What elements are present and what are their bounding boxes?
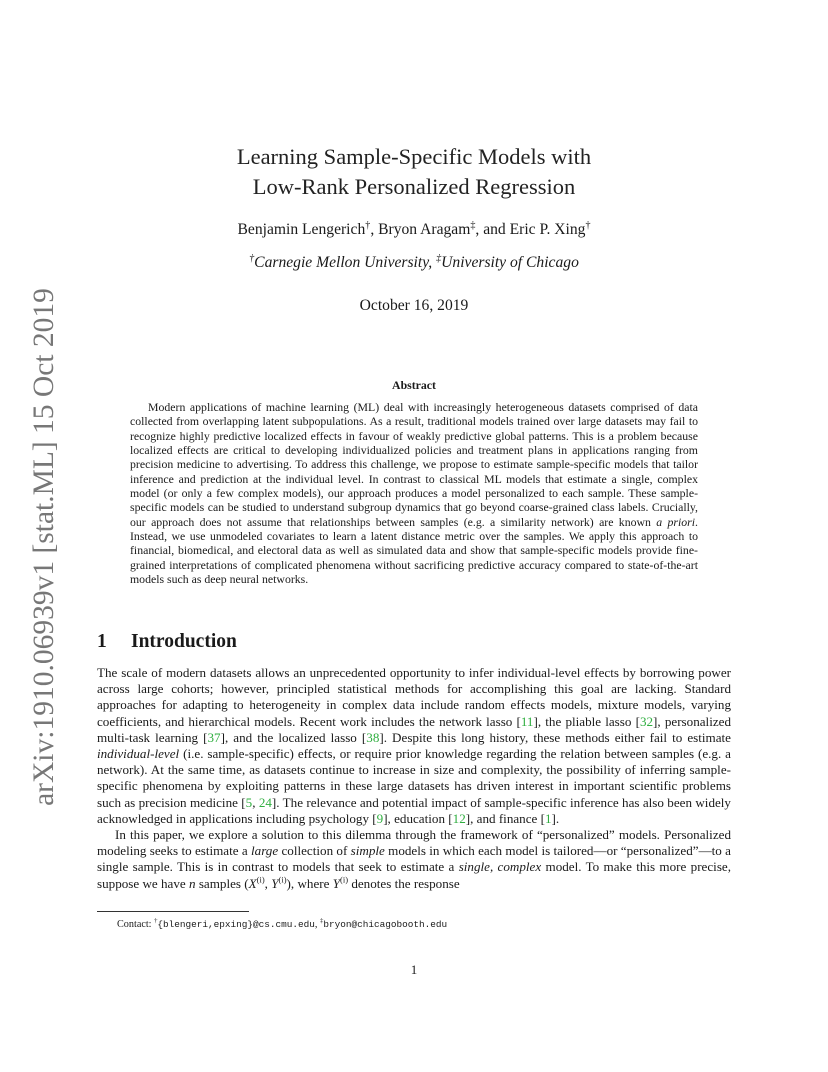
math-y: Y [332,875,341,891]
text-run: ]. [551,810,560,826]
text-run: ]. The relevance and potential impact of sample-specific inference has also been widely acknowledged in applications including psychology [ [97,794,731,826]
math-n: n [189,875,196,891]
math-superscript: (i) [256,874,265,885]
citation-link[interactable]: 12 [452,810,466,826]
text-run: ]. Despite this long history, these methods either fail to estimate [379,729,731,745]
title-line-1: Learning Sample-Specific Models with [236,144,592,169]
abstract-heading: Abstract [392,378,436,392]
text-run: collection of [278,843,351,859]
author-list [0,220,828,240]
footnote-mark: † [154,917,158,925]
abstract-text-2: . Instead, we use unmodeled covariates to learn a latent distance metric over the samples. We apply this approach to financial, biomedical, and electoral data as well as simulated data and show that sample-specific models provide fine-grained interpretations of complicated phenomena without sacrificing predictive accuracy compared to state-of-the-art models such as deep neural networks. [130,514,698,587]
text-run: , [314,919,321,930]
footnote-mark: ‡ [320,917,324,925]
text-run: ], the pliable lasso [ [533,713,640,729]
section-number: 1 [97,631,107,652]
arxiv-identifier-stamp: arXiv:1910.06939v1 [stat.ML] 15 Oct 2019 [28,288,60,806]
affiliation-1-mark: † [249,252,255,264]
citation-link[interactable]: 5 [245,794,253,810]
footnote [117,918,447,931]
citation-link[interactable]: 1 [544,810,552,826]
text-run: ], and the localized lasso [ [220,729,367,745]
text-run: samples ( [195,875,249,891]
citation-link[interactable]: 9 [376,810,384,826]
author-2: , Bryon Aragam [370,221,471,238]
text-run: The scale of modern datasets allows an unprecedented opportunity to infer individual-level effects by borrowing power across large cohorts; however, principled statistical methods for accomplishing this goal are lacking. Standard approaches for adapting to heterogeneity in complex data include random effects models, mixture models, varying coefficients, and hierarchical models. Recent work includes the network lasso [ [97,665,731,729]
email-address[interactable]: bryon@chicagobooth.edu [323,919,448,930]
section-title: Introduction [131,631,237,652]
footnote-rule [97,911,249,912]
text-run: denotes the response [348,875,460,891]
affiliation-1: Carnegie Mellon University, [254,254,437,271]
emphasis: large [251,843,279,859]
text-run: models in which each model is tailored—or “personalized”—to a single sample. This is in contrast to models that seek to estimate a [97,843,731,875]
math-superscript: (i) [340,874,349,885]
abstract-a-priori: a priori [656,514,696,529]
text-run: (i.e. sample-specific) effects, or require prior knowledge regarding the relation between samples (e.g. a network). At the same time, as datasets continue to increase in size and complexity, the possibility of inferring sample-specific phenomena by exploiting patterns in these large datasets has driven interest in important scientific problems such as precision medicine [ [97,746,731,810]
affiliations [0,253,828,273]
citation-link[interactable]: 32 [639,713,654,729]
text-run: , [264,875,272,891]
author-1: Benjamin Lengerich [237,221,366,238]
page-number: 1 [410,962,418,977]
citation-link[interactable]: 24 [258,794,272,810]
text-run: ], personalized multi-task learning [ [97,713,732,745]
text-run: ], and finance [ [465,810,545,826]
citation-link[interactable]: 38 [366,729,380,745]
paper-title [0,142,828,202]
author-1-mark: † [365,219,371,231]
citation-link[interactable]: 11 [520,713,534,729]
author-3-mark: † [585,219,591,231]
emphasis: single, complex [458,859,542,875]
citation-link[interactable]: 37 [207,729,221,745]
affiliation-2-mark: ‡ [436,252,442,264]
emphasis: individual-level [97,746,180,762]
emphasis: simple [350,843,385,859]
introduction-body [97,665,731,892]
text-run: In this paper, we explore a solution to this dilemma through the framework of “personalized” models. Personalized modeling seeks to estimate a [97,827,731,859]
text-run: ], education [ [383,810,453,826]
title-line-2: Low-Rank Personalized Regression [252,174,576,199]
abstract-body [130,400,698,586]
affiliation-2: University of Chicago [441,254,579,271]
intro-paragraph-2 [97,827,731,892]
text-run: , [252,794,259,810]
text-run: model. To make this more precise, suppose we have [97,859,732,891]
math-superscript: (i) [278,874,287,885]
footnote-label: Contact: [117,919,155,930]
section-heading [97,629,237,655]
email-address[interactable]: {blengeri,epxing}@cs.cmu.edu [157,919,315,930]
intro-paragraph-1 [97,665,731,827]
publication-date: October 16, 2019 [359,297,469,314]
text-run: ), where [286,875,333,891]
math-x: X [248,875,257,891]
abstract-text-1: Modern applications of machine learning (ML) deal with increasingly heterogeneous datasets comprised of data collected from overlapping latent subpopulations. As a result, traditional models trained over large datasets may fail to recognize highly predictive localized effects in favour of weakly predictive global patterns. This is a problem because localized effects are critical to developing individualized policies and treatment plans in applications ranging from precision medicine to advertising. To address this challenge, we propose to estimate sample-specific models that tailor inference and prediction at the individual level. In contrast to classical ML models that estimate a single, complex model (or only a few complex models), our approach produces a model personalized to each sample. These sample-specific models can be studied to understand subgroup dynamics that go beyond coarse-grained class labels. Crucially, our approach does not assume that relationships between samples (e.g. a similarity network) are known [130,400,698,529]
author-3: , and Eric P. Xing [475,221,586,238]
math-y: Y [271,875,279,891]
author-2-mark: ‡ [470,219,476,231]
